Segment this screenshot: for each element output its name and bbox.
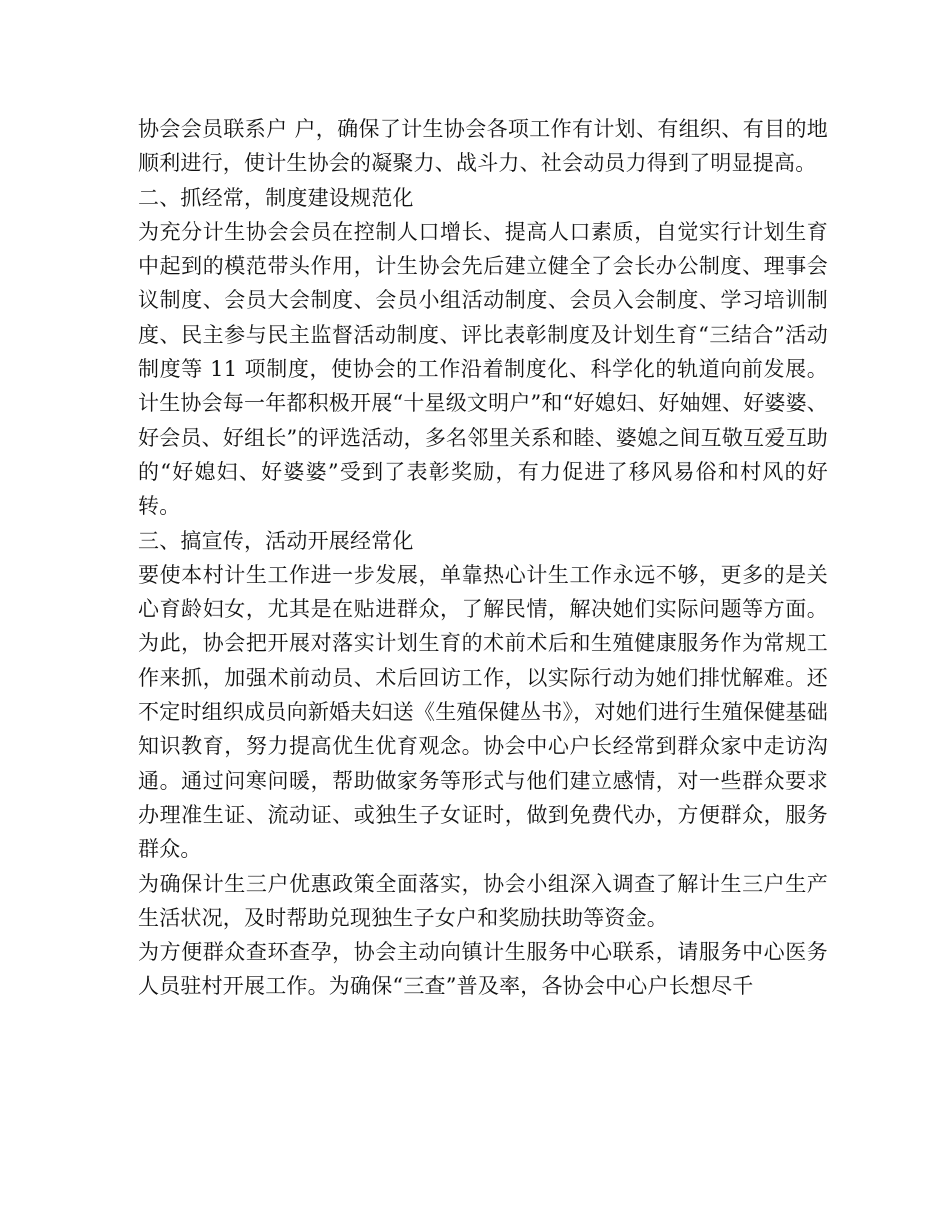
section-heading-3: 三、搞宣传，活动开展经常化: [138, 528, 414, 553]
paragraph-system-building: 为充分计生协会会员在控制人口增长、提高人口素质，自觉实行计划生育中起到的模范带头作用，计生协会先后建立健全了会长办公制度、理事会议制度、会员大会制度、会员小组活动制度、会员入会制度、学习培训制度、民主参与民主监督活动制度、评比表彰制度及计划生育“三结合”活动制度等 11 项制度，使协会的工作沿着制度化、科学化的轨道向前发展。计生协会每一年都积极开展“十星级文明户”和“好媳妇、好妯娌、好婆婆、好会员、好组长”的评选活动，多名邻里关系和睦、婆媳之间互敬互爱互助的“好媳妇、好婆婆”受到了表彰奖励，有力促进了移风易俗和村风的好转。: [138, 219, 829, 519]
paragraph-publicity: 要使本村计生工作进一步发展，单靠热心计生工作永远不够，更多的是关心育龄妇女，尤其是在贴进群众，了解民情，解决她们实际问题等方面。为此，协会把开展对落实计划生育的术前术后和生殖健康服务作为常规工作来抓，加强术前动员、术后回访工作，以实际行动为她们排忧解难。还不定时组织成员向新婚夫妇送《生殖保健丛书》，对她们进行生殖保健基础知识教育，努力提高优生优育观念。协会中心户长经常到群众家中走访沟通。通过问寒问暖，帮助做家务等形式与他们建立感情，对一些群众要求办理准生证、流动证、或独生子女证时，做到免费代办，方便群众，服务群众。: [138, 562, 828, 862]
document-body: [138, 112, 828, 1004]
paragraph-checkup: 为方便群众查环查孕，协会主动向镇计生服务中心联系，请服务中心医务人员驻村开展工作。为确保“三查”普及率，各协会中心户长想尽千: [138, 940, 828, 999]
section-heading-2: 二、抓经常，制度建设规范化: [138, 185, 414, 210]
paragraph-intro: 协会会员联系户 户，确保了计生协会各项工作有计划、有组织、有目的地顺利进行，使计生协会的凝聚力、战斗力、社会动员力得到了明显提高。: [138, 117, 828, 176]
paragraph-policy: 为确保计生三户优惠政策全面落实，协会小组深入调查了解计生三户生产生活状况，及时帮助兑现独生子女户和奖励扶助等资金。: [138, 871, 828, 930]
